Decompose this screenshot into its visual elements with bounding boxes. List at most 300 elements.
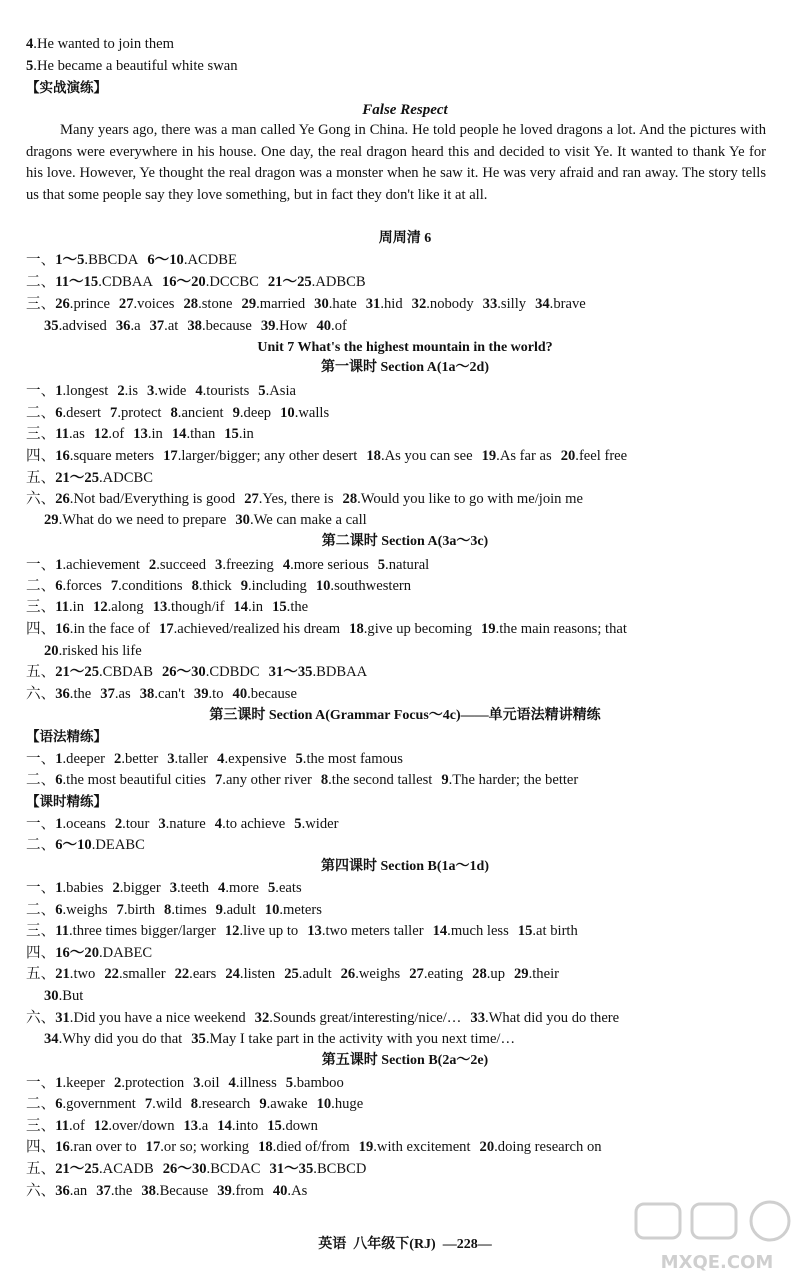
answer-number: 35	[191, 1031, 206, 1047]
section-number: 二、	[26, 1096, 56, 1112]
answer-text: DEABC	[95, 837, 145, 853]
answer-text: over/down	[112, 1118, 175, 1134]
answer-text: ancient	[181, 405, 224, 421]
answer-item: 38.because	[187, 318, 252, 334]
answer-line	[26, 921, 578, 942]
answer-text: along	[111, 599, 144, 615]
answer-number: 39	[217, 1183, 232, 1199]
answer-item: 13.two meters taller	[307, 923, 424, 939]
answer-number: 11	[55, 1118, 69, 1134]
answer-item: 9.awake	[259, 1096, 308, 1112]
answer-number: 11～15	[55, 274, 99, 290]
answer-item: 40.As	[272, 1183, 308, 1199]
answer-number: 4	[217, 751, 225, 767]
answer-line	[26, 272, 366, 293]
answer-number: 16	[55, 621, 70, 637]
answer-text: BCDAC	[210, 1161, 261, 1177]
answer-item: 8.research	[190, 1096, 251, 1112]
answer-number: 18	[349, 621, 364, 637]
answer-text: wide	[157, 383, 187, 399]
answer-item: 17.larger/bigger; any other desert	[163, 448, 358, 464]
answer-item: 5.wider	[294, 816, 339, 832]
answer-number: 29	[514, 966, 529, 982]
answer-item: 28.Would you like to go with me/join me	[342, 491, 583, 507]
answer-number: 6	[55, 1096, 63, 1112]
answer-text: But	[62, 988, 84, 1004]
answer-number: 31～35	[268, 664, 313, 680]
answer-text: risked his life	[62, 643, 142, 659]
answer-number: 2	[112, 880, 120, 896]
answer-number: 3	[193, 1075, 201, 1091]
answer-number: 16	[55, 1139, 70, 1155]
answer-text: ACADB	[102, 1161, 154, 1177]
section-number: 一、	[26, 816, 56, 832]
answer-item: 27.voices	[118, 296, 175, 312]
answer-text: wider	[305, 816, 339, 832]
answer-item: 4.expensive	[217, 751, 287, 767]
answer-item: 37.at	[149, 318, 179, 334]
answer-number: 21～25	[267, 274, 312, 290]
answer-number: 5	[294, 816, 302, 832]
answer-text: As you can see	[384, 448, 473, 464]
answer-text: tour	[125, 816, 150, 832]
section-number: 三、	[26, 296, 56, 312]
answer-text: into	[235, 1118, 259, 1134]
answer-number: 30	[314, 296, 329, 312]
answer-line	[26, 662, 367, 683]
answer-number: 37	[96, 1183, 111, 1199]
answer-item: 30.hate	[314, 296, 357, 312]
answer-line: 5.He became a beautiful white swan	[26, 58, 238, 74]
answer-text: walls	[298, 405, 330, 421]
answer-text: huge	[334, 1096, 364, 1112]
answer-number: 32	[411, 296, 427, 312]
answer-text: from	[235, 1183, 264, 1199]
section-number: 二、	[26, 837, 56, 853]
answer-text: forces	[66, 578, 102, 594]
answer-item: 11.in	[55, 599, 85, 615]
answer-number: 22	[174, 966, 190, 982]
answer-item: 14.in	[233, 599, 264, 615]
answer-item: 6.weighs	[55, 902, 108, 918]
lesson-title: 第一课时 Section A(1a～2d)	[321, 360, 489, 375]
answer-number: 5	[258, 383, 266, 399]
answer-line	[26, 597, 308, 618]
answer-text: or so; working	[163, 1139, 250, 1155]
answer-number: 18	[258, 1139, 273, 1155]
answer-number: 14	[171, 426, 187, 442]
answer-line	[26, 468, 153, 489]
answer-item: 7.conditions	[110, 578, 183, 594]
answer-text: feel free	[578, 448, 628, 464]
answer-text: DABEC	[102, 945, 153, 961]
answer-text: a	[134, 318, 141, 334]
answer-item: 13.a	[183, 1118, 209, 1134]
answer-line	[26, 878, 302, 899]
answer-item: 38.Because	[141, 1183, 209, 1199]
answer-text: expensive	[228, 751, 287, 767]
answer-text: tourists	[206, 383, 250, 399]
answer-text: adult	[226, 902, 256, 918]
section-number: 六、	[26, 491, 56, 507]
answer-number: 3	[158, 816, 166, 832]
answer-number: 8	[320, 772, 329, 788]
answer-number: 24	[225, 966, 240, 982]
answer-number: 1	[55, 880, 63, 896]
answer-number: 31～35	[269, 1161, 314, 1177]
answer-item: 5.natural	[377, 557, 430, 573]
answer-text: up	[490, 966, 505, 982]
answer-line	[26, 835, 145, 856]
answer-item: 2.is	[117, 383, 139, 399]
answer-text: DCCBC	[209, 274, 259, 290]
answer-item: 31～35.BCBCD	[269, 1161, 367, 1177]
answer-line	[26, 619, 627, 640]
answer-number: 2	[114, 1075, 122, 1091]
lesson-practice-heading: 【课时精练】	[26, 794, 107, 810]
svg-text:MXQE.COM: MXQE.COM	[660, 1252, 774, 1273]
section-number: 三、	[26, 426, 56, 442]
answer-text: achieved/realized his dream	[177, 621, 341, 637]
answer-text: desert	[66, 405, 102, 421]
answer-number: 40	[316, 318, 332, 334]
answer-item: 3.teeth	[169, 880, 210, 896]
answer-text: of	[334, 318, 347, 334]
answer-item: 1.babies	[55, 880, 104, 896]
answer-item: 12.live up to	[224, 923, 299, 939]
answer-item: 15.in	[224, 426, 254, 442]
answer-item: 21～25.ACADB	[55, 1161, 154, 1177]
answer-number: 2	[114, 816, 123, 832]
answer-line	[44, 641, 142, 662]
answer-number: 38	[139, 686, 155, 702]
answer-number: 10	[280, 405, 295, 421]
answer-item: 10.southwestern	[315, 578, 412, 594]
answer-item: 11.three times bigger/larger	[55, 923, 216, 939]
answer-text: birth	[127, 902, 156, 918]
answer-text: freezing	[226, 557, 274, 573]
answer-number: 21～25	[55, 664, 99, 680]
answer-text: the second tallest	[331, 772, 433, 788]
answer-number: 33	[470, 1010, 485, 1026]
answer-number: 33	[482, 296, 498, 312]
answer-item: 12.along	[93, 599, 144, 615]
answer-text: hate	[332, 296, 357, 312]
answer-text: keeper	[66, 1075, 106, 1091]
answer-line	[26, 576, 411, 597]
answer-text: much less	[450, 923, 509, 939]
answer-item: 2.better	[114, 751, 159, 767]
section-number: 三、	[26, 599, 56, 615]
answer-text: stone	[201, 296, 233, 312]
lesson-title: 第五课时 Section B(2a～2e)	[321, 1053, 489, 1068]
answer-line	[26, 1159, 366, 1180]
answer-number: 25	[284, 966, 299, 982]
answer-text: in	[151, 426, 163, 442]
answer-number: 4	[26, 36, 34, 52]
answer-text: any other river	[225, 772, 312, 788]
grammar-heading: 【语法精练】	[26, 729, 107, 745]
answer-number: 4	[282, 557, 291, 573]
answer-item: 37.the	[96, 1183, 133, 1199]
answer-number: 12	[93, 426, 109, 442]
answer-number: 26	[340, 966, 356, 982]
answer-item: 30.But	[44, 988, 84, 1004]
answer-item: 26.Not bad/Everything is good	[55, 491, 236, 507]
answer-number: 10	[316, 1096, 332, 1112]
answer-number: 11	[55, 426, 69, 442]
answer-number: 26～30	[162, 1161, 207, 1177]
answer-text: The harder; the better	[452, 772, 579, 788]
answer-text: Why did you do that	[62, 1031, 183, 1047]
page-number: —228—	[442, 1237, 492, 1252]
answer-text: How	[279, 318, 308, 334]
answer-item: 6～10.DEABC	[55, 837, 145, 853]
answer-text: though/if	[170, 599, 225, 615]
answer-item: 1.achievement	[55, 557, 140, 573]
answer-item: 6.desert	[55, 405, 102, 421]
answer-item: 19.the main reasons; that	[481, 621, 627, 637]
answer-text: research	[201, 1096, 251, 1112]
answer-line	[26, 446, 627, 467]
answer-item: 28.up	[472, 966, 505, 982]
answer-number: 2	[114, 751, 122, 767]
answer-text: smaller	[122, 966, 166, 982]
answer-number: 4	[195, 383, 203, 399]
answer-item: 34.brave	[535, 296, 586, 312]
answer-text: nobody	[429, 296, 474, 312]
answer-text: taller	[178, 751, 209, 767]
answer-number: 14	[432, 923, 448, 939]
answer-number: 15	[272, 599, 287, 615]
answer-number: 3	[147, 383, 155, 399]
answer-item: 20.risked his life	[44, 643, 142, 659]
answer-number: 13	[133, 426, 148, 442]
answer-item: 11.of	[55, 1118, 85, 1134]
answer-number: 39	[260, 318, 276, 334]
section-number: 六、	[26, 686, 56, 702]
answer-text: CDBAA	[101, 274, 153, 290]
answer-line	[26, 1181, 307, 1202]
answer-item: 1.deeper	[55, 751, 106, 767]
answer-item: 1～5.BBCDA	[55, 252, 139, 268]
answer-item: 15.down	[267, 1118, 318, 1134]
answer-number: 38	[187, 318, 202, 334]
answer-text: teeth	[180, 880, 210, 896]
answer-text: two meters taller	[325, 923, 424, 939]
answer-text: died of/from	[276, 1139, 350, 1155]
answer-line	[26, 403, 329, 424]
answer-text: because	[205, 318, 252, 334]
answer-text: listen	[243, 966, 276, 982]
section-number: 二、	[26, 405, 56, 421]
answer-item: 11.as	[55, 426, 85, 442]
answer-item: 30.We can make a call	[235, 512, 367, 528]
unit-title: Unit 7 What's the highest mountain in the world?	[257, 340, 553, 355]
answer-number: 17	[145, 1139, 161, 1155]
answer-line: 4.He wanted to join them	[26, 36, 174, 52]
answer-line	[44, 316, 347, 337]
answer-item: 16.ran over to	[55, 1139, 137, 1155]
section-number: 二、	[26, 274, 56, 290]
answer-number: 28	[342, 491, 358, 507]
answer-item: 22.smaller	[104, 966, 166, 982]
answer-text: ADCBC	[102, 470, 153, 486]
answer-item: 20.doing research on	[479, 1139, 602, 1155]
answer-item: 32.nobody	[411, 296, 474, 312]
answer-number: 36	[55, 686, 70, 702]
answer-number: 3	[215, 557, 223, 573]
answer-text: CDBDC	[209, 664, 260, 680]
answer-item: 34.Why did you do that	[44, 1031, 183, 1047]
answer-item: 24.listen	[225, 966, 276, 982]
answer-item: 7.birth	[116, 902, 156, 918]
answer-number: 6～10	[147, 252, 184, 268]
answer-item: 38.can't	[139, 686, 185, 702]
answer-item: 9.including	[240, 578, 307, 594]
answer-text: Sounds great/interesting/nice/…	[272, 1010, 462, 1026]
answer-number: 7	[116, 902, 124, 918]
section-number: 五、	[26, 664, 56, 680]
answer-item: 33.silly	[482, 296, 527, 312]
answer-number: 40	[272, 1183, 288, 1199]
answer-text: adult	[302, 966, 332, 982]
answer-item: 14.than	[171, 426, 216, 442]
answer-item: 2.succeed	[148, 557, 207, 573]
answer-number: 5	[267, 880, 276, 896]
answer-line	[26, 381, 296, 402]
answer-text: to	[212, 686, 224, 702]
answer-number: 2	[117, 383, 125, 399]
answer-text: We can make a call	[253, 512, 367, 528]
story-title: False Respect	[362, 102, 448, 118]
answer-item: 37.as	[100, 686, 131, 702]
answer-text: deeper	[66, 751, 106, 767]
answer-item: 35.advised	[44, 318, 107, 334]
answer-item: 10.meters	[264, 902, 322, 918]
answer-text: the	[73, 686, 92, 702]
answer-number: 8	[170, 405, 178, 421]
answer-text: because	[250, 686, 297, 702]
story-text: Many years ago, there was a man called Ye Gong in China. He told people he loved dragons a lot. And the pictures with dragons were everywhere in his house. One day, the real dragon heard this and decided to visit Ye. It wanted to thank Ye for his love. However, Ye thought the real dragon was a monster when he saw it. He was very afraid and ran away. The story tells us that some people say they love something, but in fact they don't like it at all.	[26, 122, 766, 203]
answer-text: to achieve	[225, 816, 286, 832]
answer-text: in	[251, 599, 264, 615]
answer-number: 21	[55, 966, 70, 982]
section-number: 一、	[26, 383, 56, 399]
answer-number: 16	[55, 448, 70, 464]
answer-text: BBCDA	[88, 252, 139, 268]
answer-text: as	[72, 426, 85, 442]
section-number: 五、	[26, 966, 56, 982]
answer-text: live up to	[243, 923, 299, 939]
section-number: 一、	[26, 557, 56, 573]
answer-number: 7	[110, 405, 118, 421]
answer-text: weighs	[358, 966, 401, 982]
answer-text: the most beautiful cities	[66, 772, 206, 788]
answer-item: 36.a	[115, 318, 141, 334]
answer-item: 14.much less	[432, 923, 509, 939]
answer-item: 35.May I take part in the activity with you next time/…	[191, 1031, 516, 1047]
answer-item: 26.weighs	[340, 966, 401, 982]
answer-text: ADBCB	[315, 274, 366, 290]
answer-item: 18.give up becoming	[349, 621, 472, 637]
footer-grade: 八年级下(RJ)	[353, 1237, 436, 1252]
answer-text: conditions	[121, 578, 183, 594]
answer-number: 18	[366, 448, 381, 464]
answer-text: He wanted to join them	[36, 36, 174, 52]
section-number: 二、	[26, 772, 56, 788]
answer-item: 26～30.BCDAC	[162, 1161, 261, 1177]
answer-text: more	[228, 880, 259, 896]
answer-text: Would you like to go with me/join me	[360, 491, 583, 507]
answer-item: 11～15.CDBAA	[55, 274, 153, 290]
answer-line	[26, 1137, 602, 1158]
answer-number: 30	[235, 512, 250, 528]
answer-item: 13.though/if	[152, 599, 225, 615]
answer-item: 1.keeper	[55, 1075, 106, 1091]
answer-number: 29	[241, 296, 257, 312]
answer-number: 12	[93, 1118, 109, 1134]
answer-text: government	[66, 1096, 136, 1112]
answer-item: 21～25.CBDAB	[55, 664, 153, 680]
answer-text: eating	[427, 966, 464, 982]
answer-text: natural	[388, 557, 430, 573]
answer-item: 12.of	[93, 426, 125, 442]
answer-text: an	[73, 1183, 88, 1199]
answer-number: 3	[169, 880, 177, 896]
answer-item: 18.As you can see	[366, 448, 473, 464]
answer-item: 10.walls	[280, 405, 330, 421]
answer-text: of	[72, 1118, 85, 1134]
answer-text: weighs	[66, 902, 108, 918]
answer-item: 14.into	[217, 1118, 259, 1134]
answer-text: oceans	[66, 816, 106, 832]
answer-item: 31.Did you have a nice weekend	[55, 1010, 246, 1026]
answer-number: 35	[44, 318, 59, 334]
answer-item: 3.freezing	[215, 557, 274, 573]
answer-line	[26, 1008, 619, 1029]
section-number: 二、	[26, 902, 56, 918]
answer-number: 6～10	[55, 837, 92, 853]
answer-line	[26, 250, 237, 271]
answer-text: What did you do there	[488, 1010, 620, 1026]
answer-text: down	[285, 1118, 318, 1134]
answer-item: 29.What do we need to prepare	[44, 512, 227, 528]
answer-line	[26, 1073, 344, 1094]
answer-text: their	[532, 966, 559, 982]
section-number: 四、	[26, 1139, 56, 1155]
answer-number: 40	[232, 686, 248, 702]
answer-number: 37	[149, 318, 165, 334]
answer-item: 21～25.ADBCB	[267, 274, 366, 290]
answer-number: 1	[55, 557, 63, 573]
answer-text: a	[201, 1118, 209, 1134]
answer-item: 6.the most beautiful cities	[55, 772, 206, 788]
answer-number: 15	[517, 923, 533, 939]
answer-item: 27.Yes, there is	[244, 491, 334, 507]
answer-number: 13	[183, 1118, 199, 1134]
answer-text: better	[125, 751, 159, 767]
answer-text: brave	[553, 296, 586, 312]
answer-item: 39.How	[260, 318, 308, 334]
answer-item: 31～35.BDBAA	[268, 664, 368, 680]
answer-text: bamboo	[296, 1075, 344, 1091]
answer-number: 17	[163, 448, 178, 464]
answer-item: 6.government	[55, 1096, 136, 1112]
answer-item: 2.protection	[114, 1075, 185, 1091]
answer-number: 12	[224, 923, 240, 939]
section-number: 三、	[26, 1118, 56, 1134]
